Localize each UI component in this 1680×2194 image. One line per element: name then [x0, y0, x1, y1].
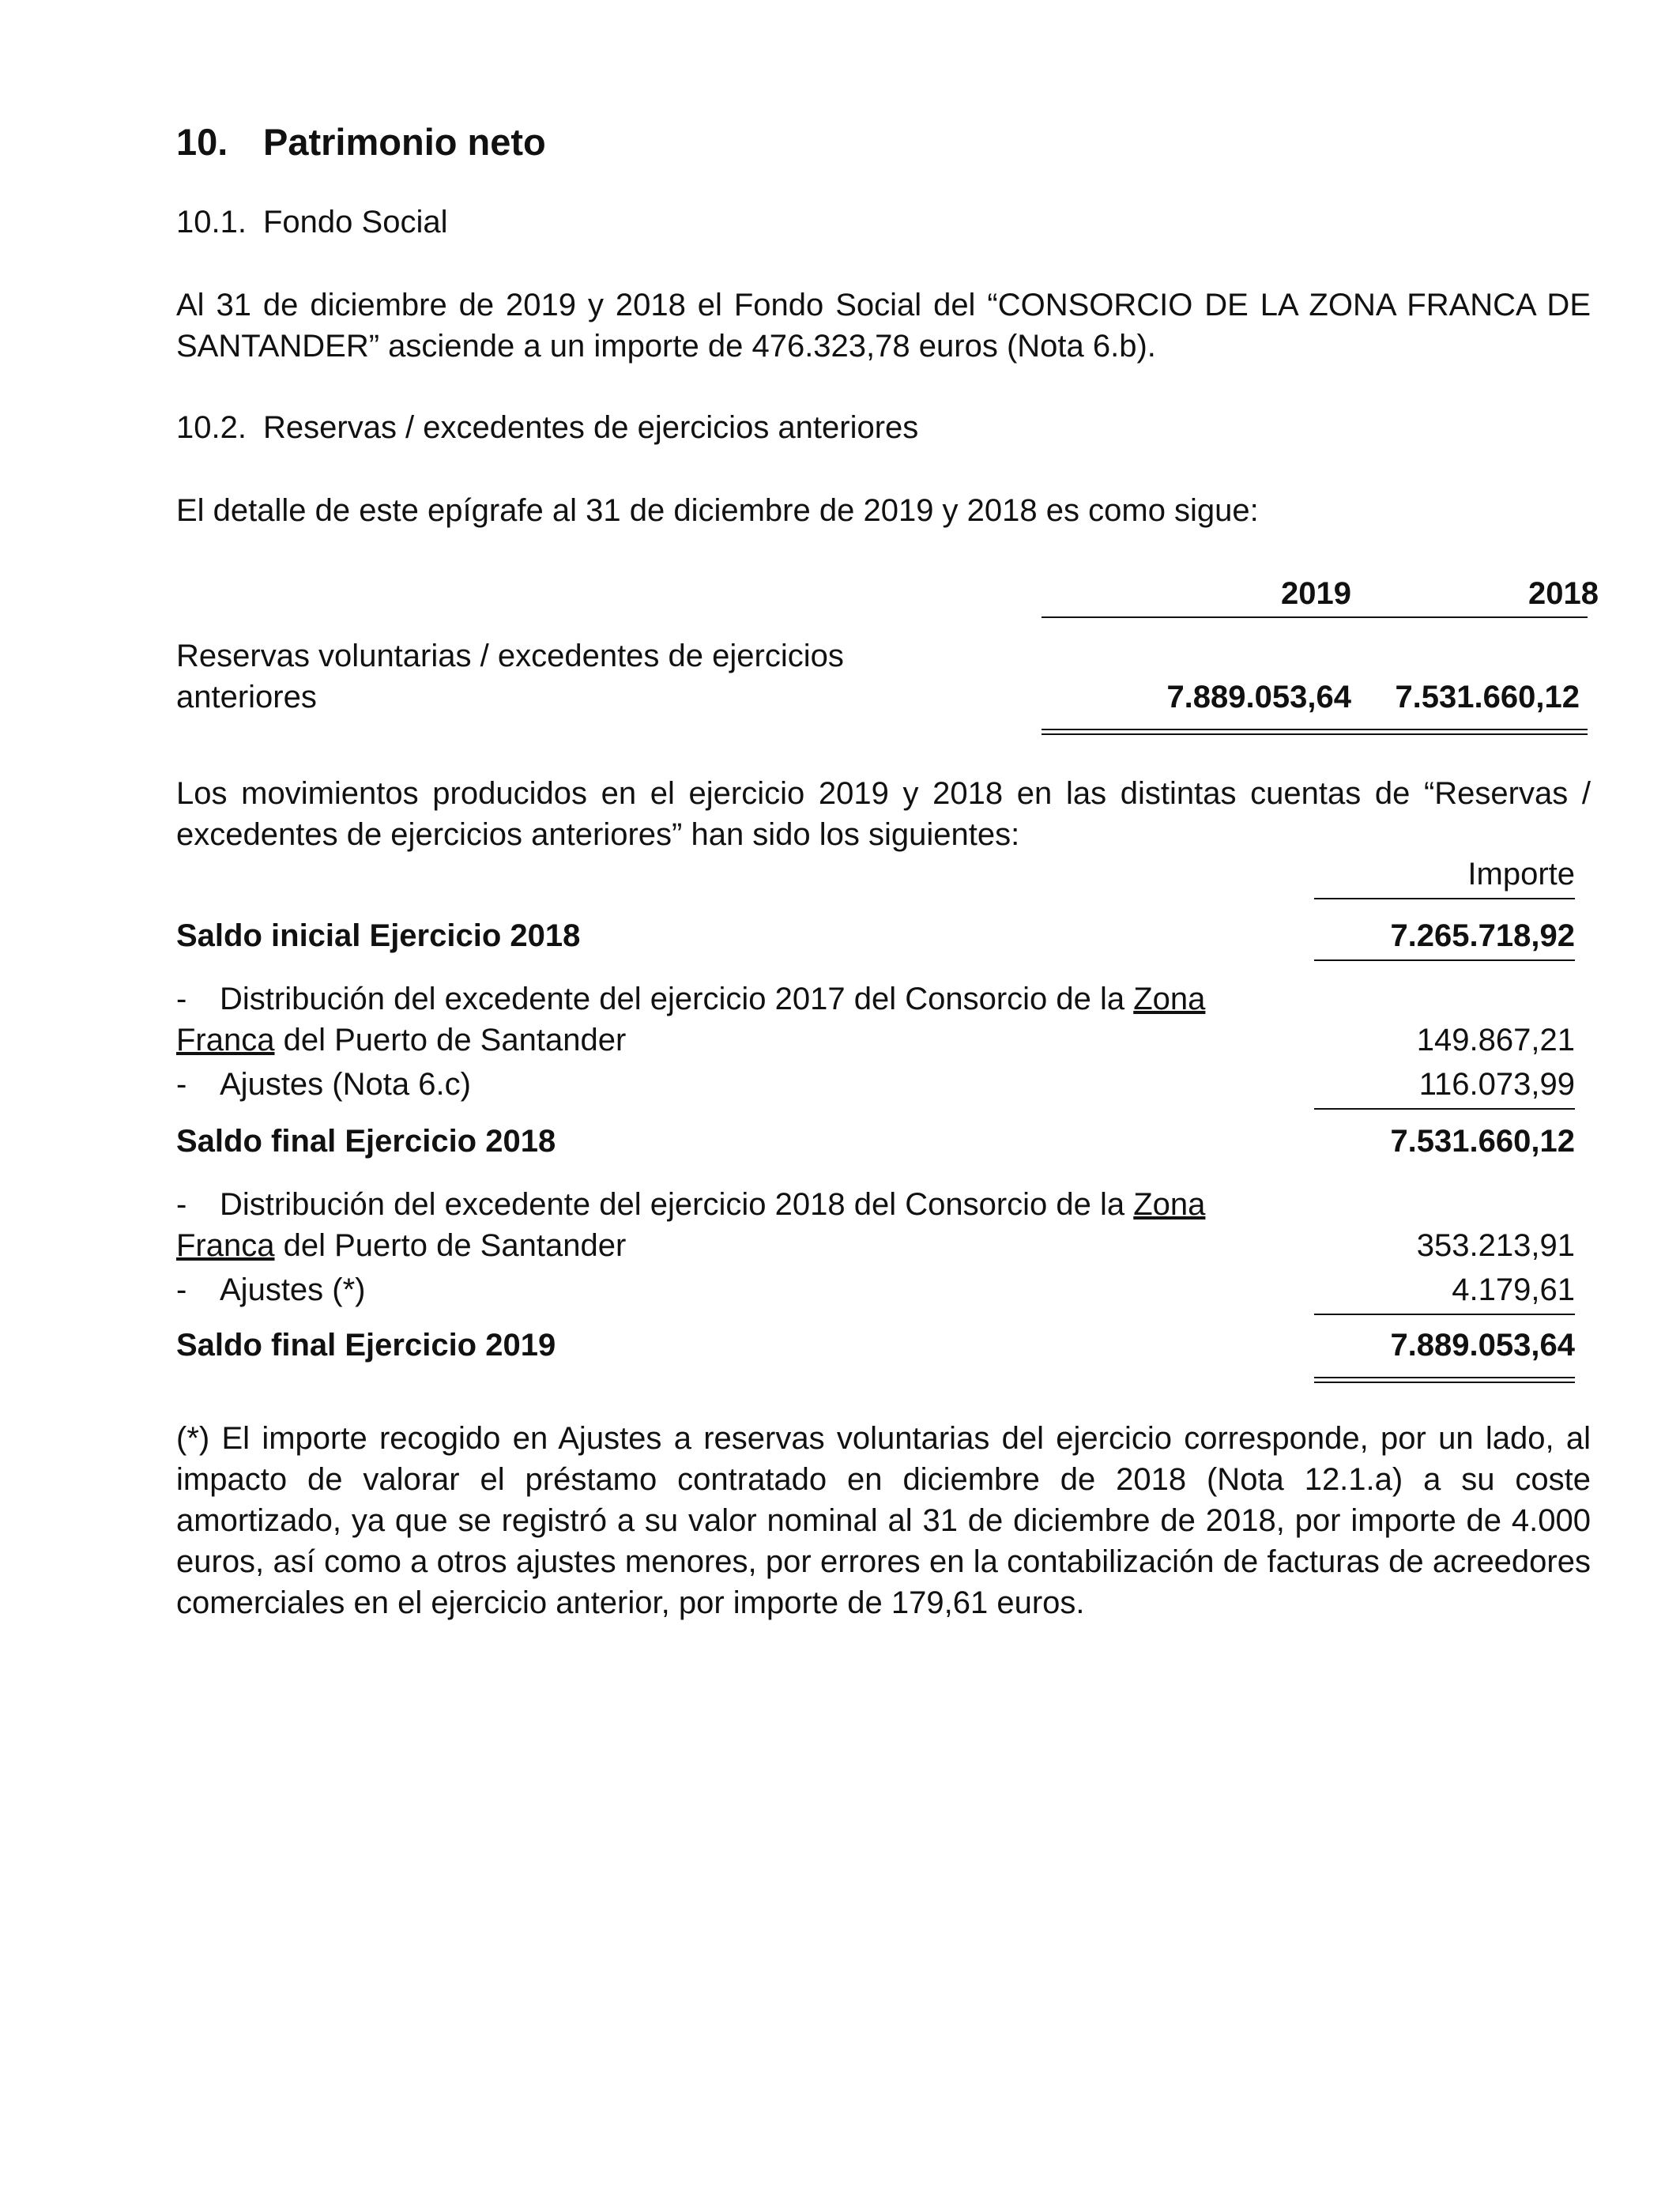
subsection-number: 10.2. — [176, 410, 247, 445]
ajustes-2018-underline — [1314, 1108, 1575, 1110]
dist-2017-line1 — [176, 978, 1205, 1020]
dist-2017-franca: Franca — [176, 1023, 275, 1057]
dist-2018-line1 — [176, 1184, 1205, 1225]
ajustes-2018-label — [176, 1064, 471, 1105]
subsection-number: 10.1. — [176, 205, 247, 239]
dist-2017-line2 — [176, 1020, 626, 1061]
saldo-final-2019-label: Saldo final Ejercicio 2019 — [176, 1328, 556, 1363]
dist-2018-value: 353.213,91 — [1416, 1228, 1575, 1263]
ajustes-2019-dash: - — [176, 1272, 187, 1307]
dist-2018-dash: - — [176, 1187, 187, 1222]
ajustes-2018-dash: - — [176, 1067, 187, 1102]
ajustes-2018-value: 116.073,99 — [1418, 1067, 1575, 1102]
detail-value-2019: 7.889.053,64 — [1166, 680, 1351, 714]
detail-col-2018-underline — [1314, 616, 1588, 618]
ajustes-2019-text: Ajustes (*) — [220, 1272, 366, 1307]
dist-2018-text-end: del Puerto de Santander — [274, 1228, 627, 1263]
detail-row-label-line2: anteriores — [176, 680, 317, 714]
detail-row-label-line1: Reservas voluntarias / excedentes de ejercicios — [176, 639, 844, 673]
ajustes-2019-underline — [1314, 1314, 1575, 1315]
subsection-reservas-heading — [176, 407, 918, 448]
dist-2018-line2 — [176, 1225, 626, 1266]
detail-col-2019-header: 2019 — [1281, 576, 1351, 611]
saldo-final-2018-value: 7.531.660,12 — [1390, 1124, 1575, 1159]
dist-2017-value: 149.867,21 — [1416, 1023, 1575, 1057]
saldo-inicial-2018-label: Saldo inicial Ejercicio 2018 — [176, 918, 581, 953]
dist-2018-text: Distribución del excedente del ejercicio 2018 del Consorcio de la — [220, 1187, 1134, 1222]
dist-2017-dash: - — [176, 982, 187, 1016]
saldo-inicial-2018-value: 7.265.718,92 — [1390, 918, 1575, 953]
ajustes-2019-value: 4.179,61 — [1452, 1272, 1575, 1307]
detail-value-2019-double-underline — [1042, 729, 1351, 735]
dist-2017-text-end: del Puerto de Santander — [274, 1023, 627, 1057]
movements-col-header: Importe — [1467, 857, 1575, 892]
saldo-inicial-2018-underline — [1314, 959, 1575, 961]
section-heading-number: 10. — [176, 121, 228, 163]
detail-value-2018: 7.531.660,12 — [1395, 680, 1580, 714]
footnote: (*) El importe recogido en Ajustes a reservas voluntarias del ejercicio corresponde, por un lado, al impacto de valorar el préstamo contratado en diciembre de 2018 (Nota 12.1.a) a su coste amortizado, ya que se registró a su valor nominal al 31 de diciembre de 2018, por importe de 4.000 euros, así como a otros ajustes menores, por errores en la contabilización de facturas de acreedores comerciales en el ejercicio anterior, por importe de 179,61 euros. — [176, 1421, 1591, 1620]
section-heading-title: Patrimonio neto — [263, 121, 546, 163]
detail-col-2018-header: 2018 — [1528, 576, 1599, 611]
subsection-title: Reservas / excedentes de ejercicios anteriores — [263, 410, 919, 445]
ajustes-2018-text: Ajustes (Nota 6.c) — [220, 1067, 471, 1102]
reservas-intro: El detalle de este epígrafe al 31 de diciembre de 2019 y 2018 es como sigue: — [176, 493, 1259, 528]
saldo-final-2019-double-underline — [1314, 1377, 1575, 1383]
dist-2017-text: Distribución del excedente del ejercicio 2017 del Consorcio de la — [220, 982, 1134, 1016]
fondo-social-paragraph: Al 31 de diciembre de 2019 y 2018 el Fondo Social del “CONSORCIO DE LA ZONA FRANCA DE SANTANDER” asciende a un importe de 476.323,78 euros (Nota 6.b). — [176, 288, 1591, 364]
dist-2017-zona: Zona — [1133, 982, 1206, 1016]
movements-col-header-underline — [1314, 898, 1575, 899]
section-heading — [176, 119, 546, 166]
saldo-final-2019-value: 7.889.053,64 — [1390, 1328, 1575, 1363]
ajustes-2019-label — [176, 1269, 366, 1310]
subsection-title: Fondo Social — [263, 205, 448, 239]
saldo-final-2018-label: Saldo final Ejercicio 2018 — [176, 1124, 556, 1159]
detail-value-2018-double-underline — [1314, 729, 1588, 735]
detail-col-2019-underline — [1042, 616, 1351, 618]
movements-intro: Los movimientos producidos en el ejercicio 2019 y 2018 en las distintas cuentas de “Reservas / excedentes de ejercicios anteriores” han sido los siguientes: — [176, 776, 1591, 852]
dist-2018-franca: Franca — [176, 1228, 275, 1263]
dist-2018-zona: Zona — [1133, 1187, 1206, 1222]
subsection-fondo-social-heading — [176, 202, 447, 243]
